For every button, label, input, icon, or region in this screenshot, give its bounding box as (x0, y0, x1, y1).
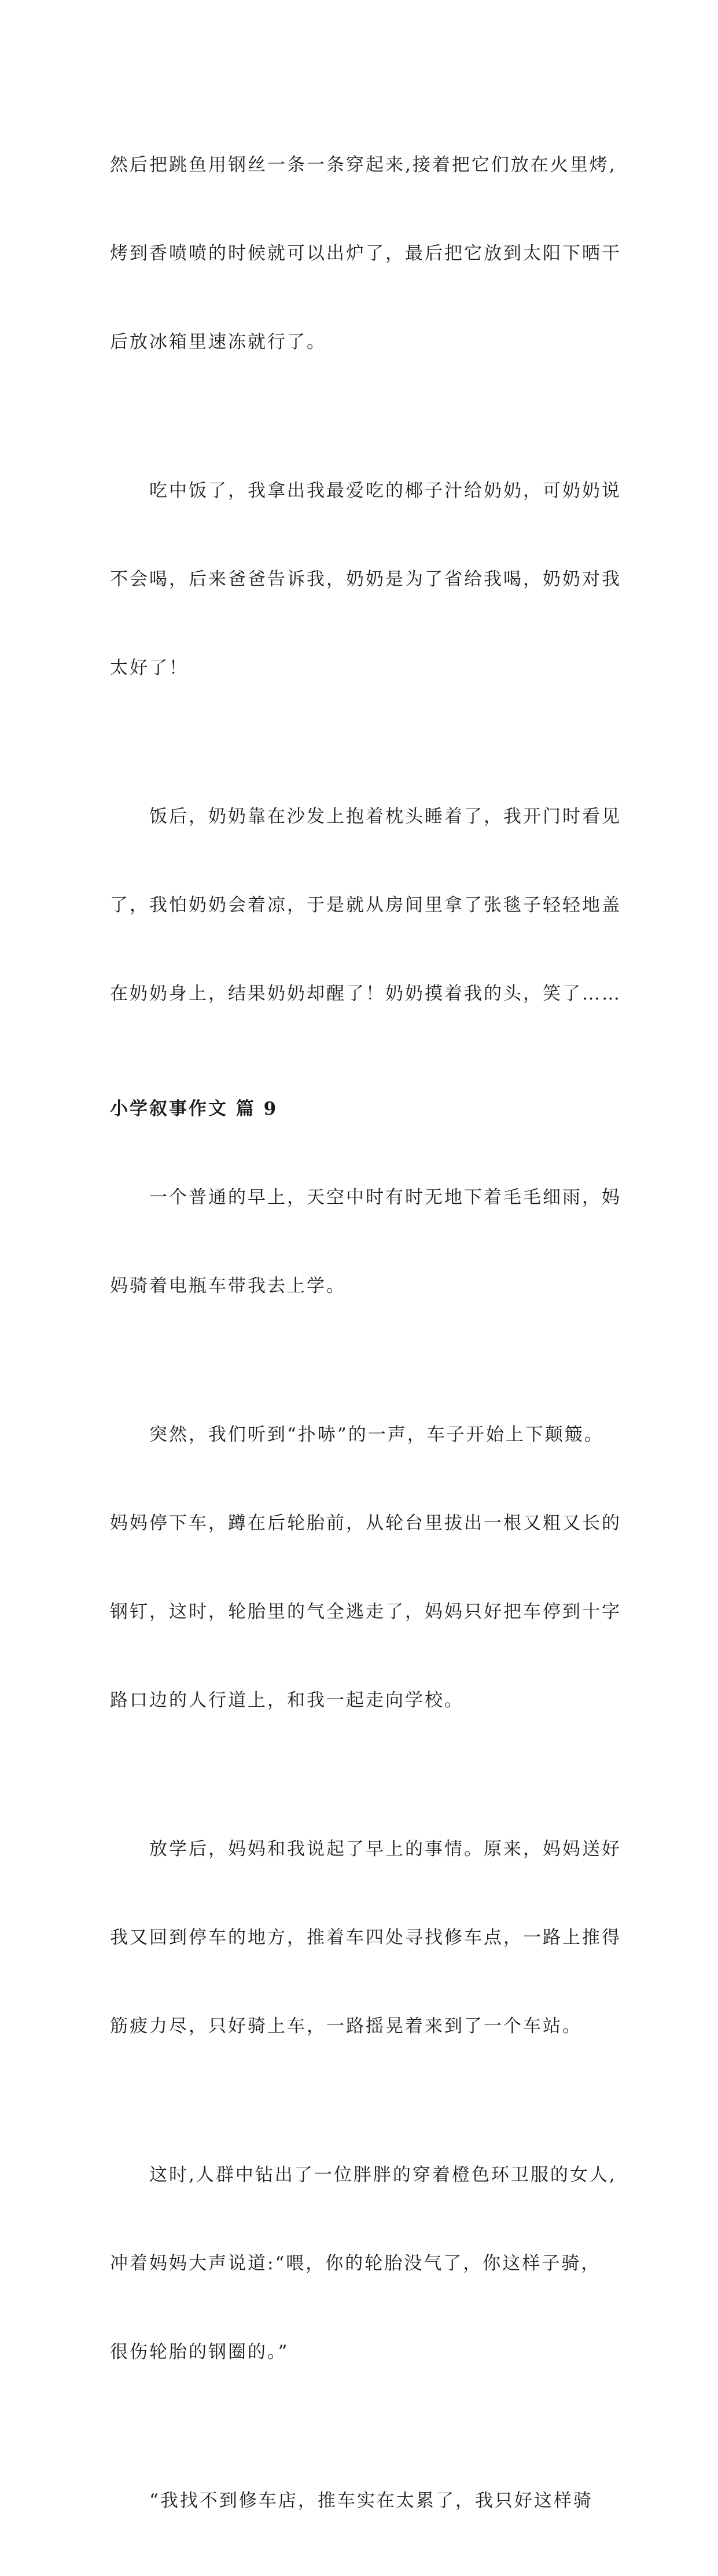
paragraph-group-after (110, 1124, 631, 2575)
text-line: 饭后，奶奶靠在沙发上抱着枕头睡着了，我开门时看见 (110, 806, 621, 827)
paragraph-group-before (110, 91, 631, 1068)
paragraph-4 (110, 1124, 631, 1360)
text-line: 很伤轮胎的钢圈的。” (110, 2342, 289, 2362)
text-line: 妈妈停下车，蹲在后轮胎前，从轮台里拔出一根又粗又长的 (110, 1513, 621, 1534)
paragraph-3 (110, 743, 631, 1068)
text-line: 不会喝，后来爸爸告诉我，奶奶是为了省给我喝，奶奶对我 (110, 569, 621, 590)
paragraph-8 (110, 2427, 631, 2575)
text-line: 烤到香喷喷的时候就可以出炉了，最后把它放到太阳下晒干 (110, 243, 621, 264)
paragraph-5 (110, 1361, 631, 1774)
text-line: 一个普通的早上，天空中时有时无地下着毛毛细雨，妈 (110, 1187, 621, 1208)
paragraph-1 (110, 91, 631, 416)
text-line: 我又回到停车的地方，推着车四处寻找修车点，一路上推得 (110, 1927, 621, 1948)
text-line: 在奶奶身上，结果奶奶却醒了！奶奶摸着我的头，笑了…… (110, 983, 621, 1004)
text-line: 钢钉，这时，轮胎里的气全逃走了，妈妈只好把车停到十字 (110, 1601, 621, 1622)
text-line: “我找不到修车店，推车实在太累了，我只好这样骑 (110, 2490, 593, 2511)
paragraph-2 (110, 417, 631, 742)
text-line: 筋疲力尽，只好骑上车，一路摇晃着来到了一个车站。 (110, 2016, 582, 2037)
text-line: 这时,人群中钻出了一位胖胖的穿着橙色环卫服的女人, (110, 2165, 617, 2185)
document-body (110, 91, 631, 2576)
text-line: 冲着妈妈大声说道:“喂，你的轮胎没气了，你这样子骑， (110, 2253, 601, 2274)
text-line: 吃中饭了，我拿出我最爱吃的椰子汁给奶奶，可奶奶说 (110, 480, 621, 501)
paragraph-6 (110, 1776, 631, 2100)
text-line: 放学后，妈妈和我说起了早上的事情。原来，妈妈送好 (110, 1839, 621, 1860)
paragraph-7 (110, 2101, 631, 2426)
text-line: 后放冰箱里速冻就行了。 (110, 332, 326, 352)
text-line: 突然，我们听到“扑哧”的一声，车子开始上下颠簸。 (110, 1424, 604, 1445)
text-line: 妈骑着电瓶车带我去上学。 (110, 1276, 346, 1296)
text-line: 太好了！ (110, 657, 189, 678)
section-title: 小学叙事作文 篇 9 (110, 1098, 278, 1119)
text-line: 路口边的人行道上，和我一起走向学校。 (110, 1690, 464, 1711)
text-line: 然后把跳鱼用钢丝一条一条穿起来,接着把它们放在火里烤, (110, 155, 617, 175)
text-line: 了，我怕奶奶会着凉，于是就从房间里拿了张毯子轻轻地盖 (110, 895, 621, 916)
